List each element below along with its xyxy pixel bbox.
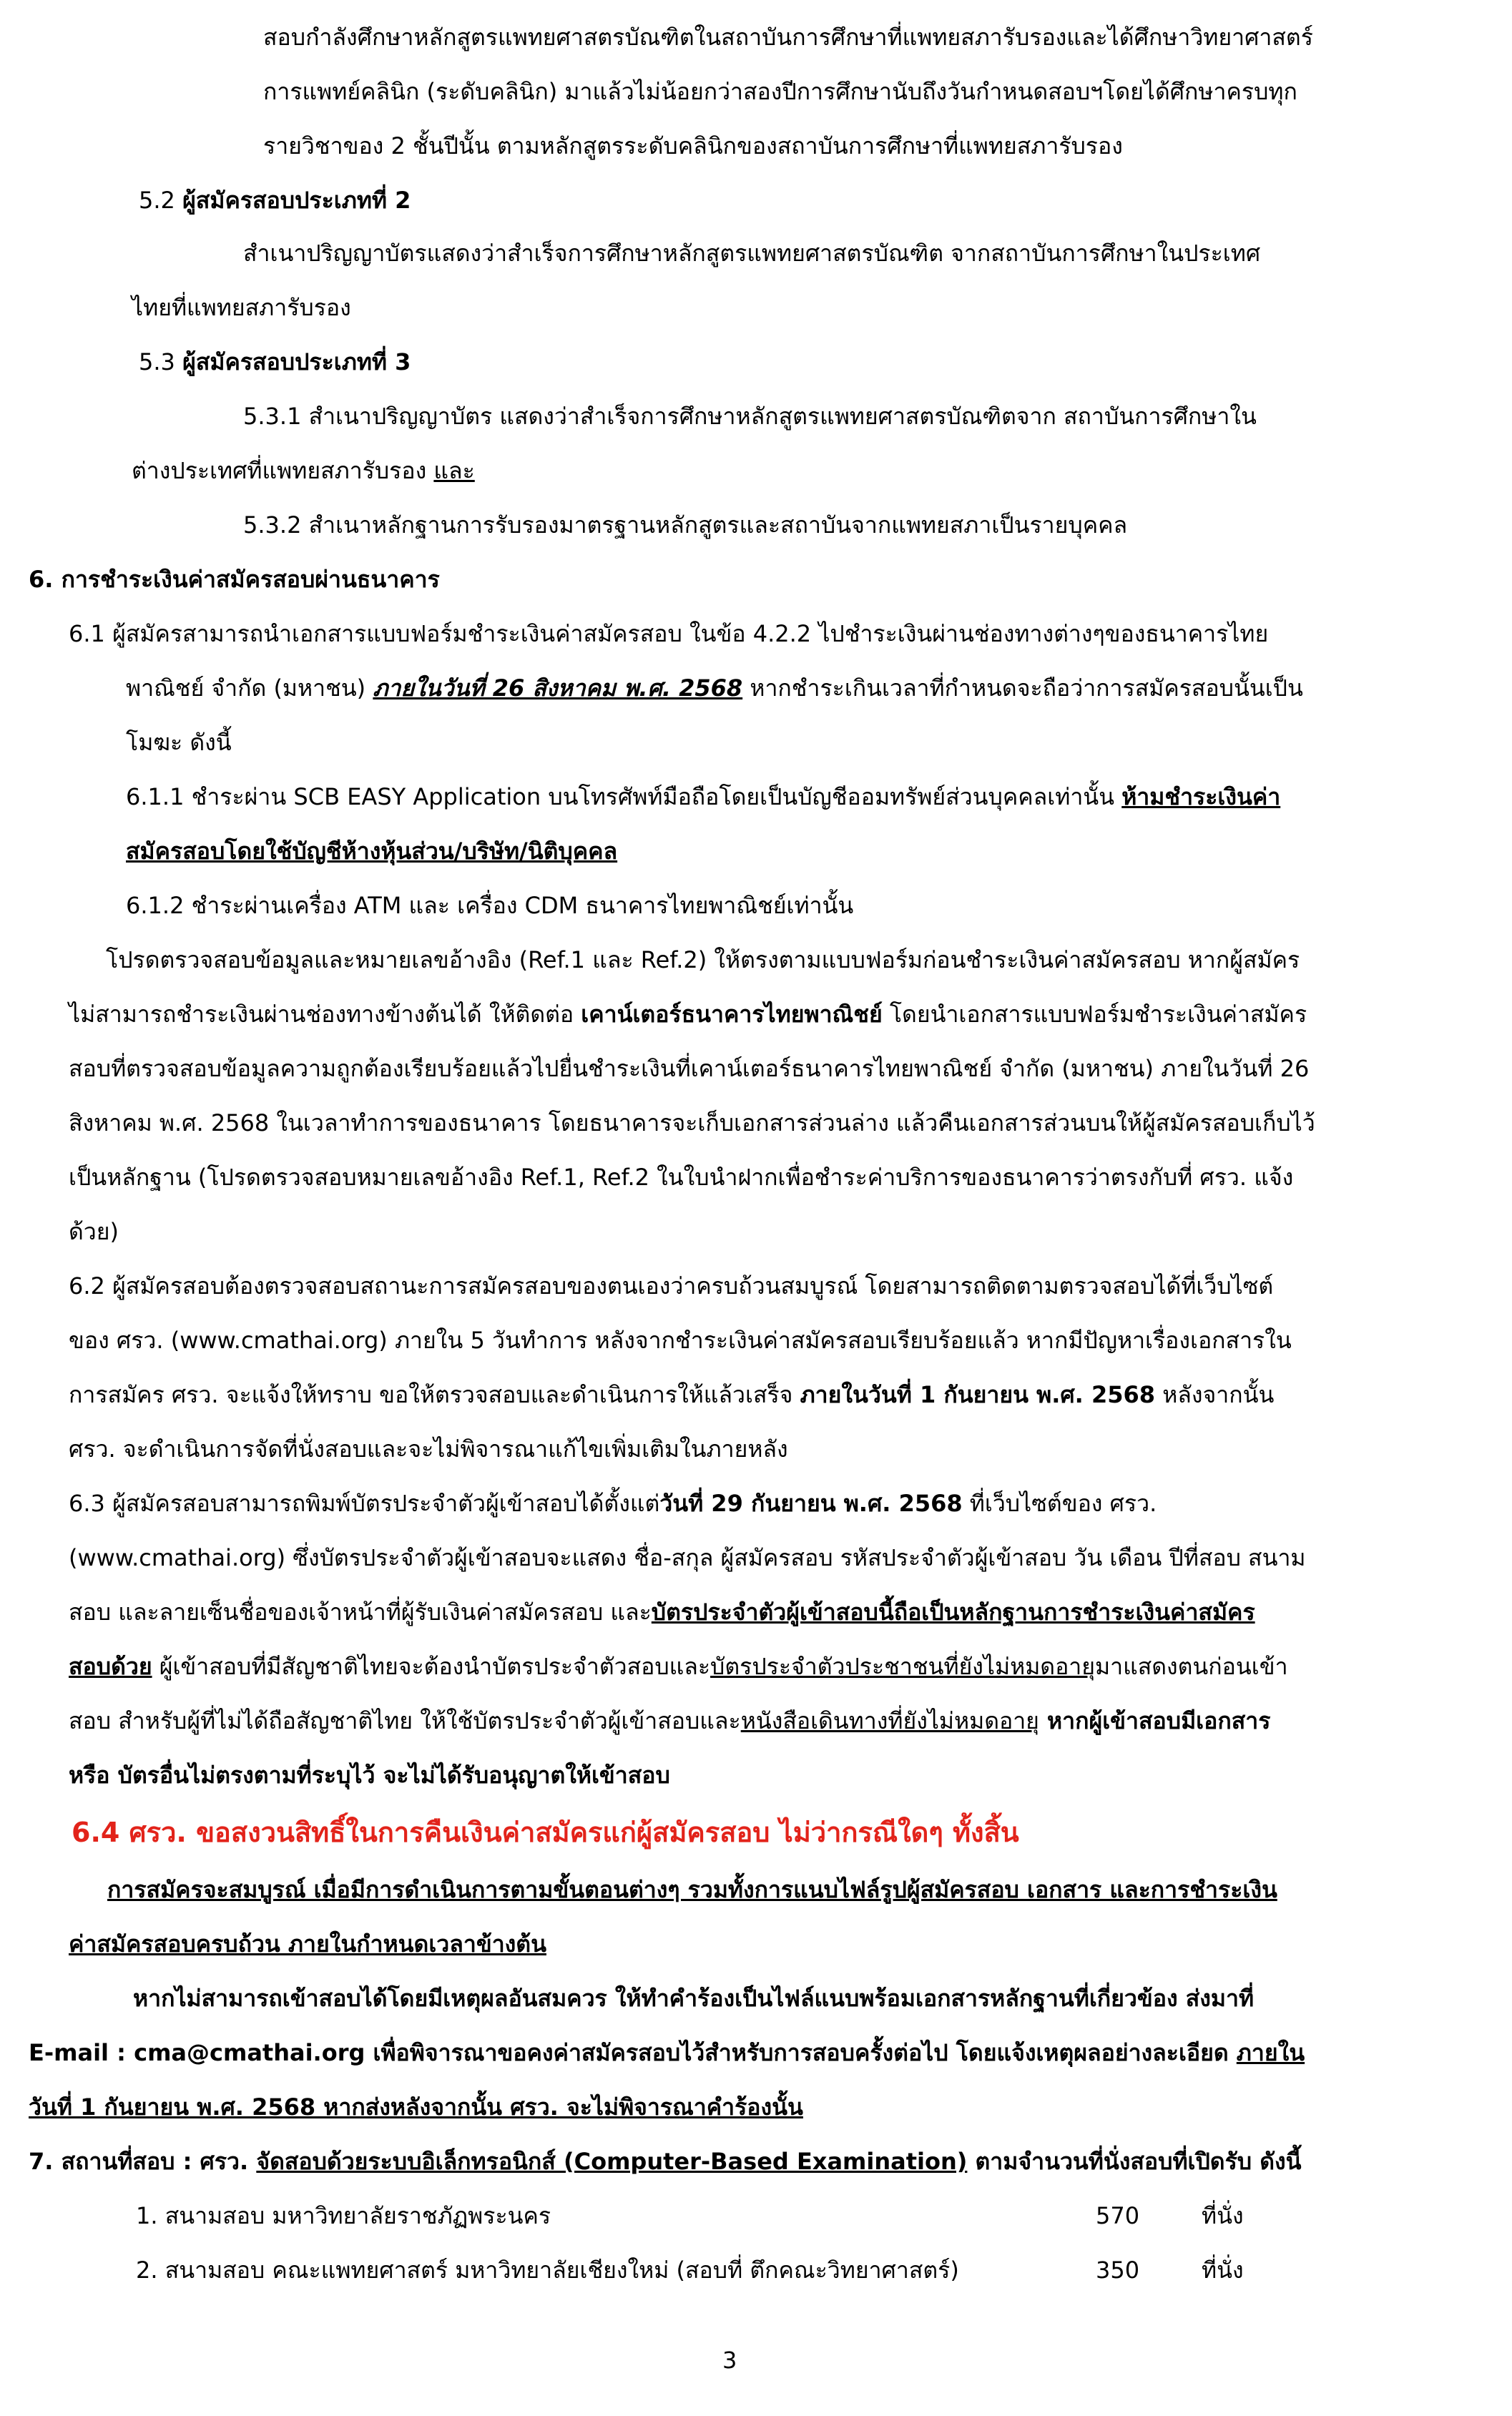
section-number: 5.3 [139, 348, 183, 375]
completion-note: ค่าสมัครสอบครบถ้วน ภายในกำหนดเวลาข้างต้น [69, 1930, 546, 1958]
venue-name: 2. สนามสอบ คณะแพทยศาสตร์ มหาวิทยาลัยเชียงใหม่ (สอบที่ ตึกคณะวิทยาศาสตร์) [136, 2257, 959, 2284]
text-run: ตามจำนวนที่นั่งสอบที่เปิดรับ ดังนี้ [967, 2148, 1302, 2175]
underlined-text: ภายใน [1236, 2039, 1305, 2066]
paragraph-line: ไทยที่แพทยสภารับรอง [132, 294, 351, 321]
paragraph-line: สิงหาคม พ.ศ. 2568 ในเวลาทำการของธนาคาร โดยธนาคารจะเก็บเอกสารส่วนล่าง แล้วคืนเอกสารส่วนบนให้ผู้สมัครสอบเก็บไว้ [69, 1109, 1315, 1136]
refund-notice: 6.4 ศรว. ขอสงวนสิทธิ์ในการคืนเงินค่าสมัครแก่ผู้สมัครสอบ ไม่ว่ากรณีใดๆ ทั้งสิ้น [72, 1817, 1019, 1848]
paragraph-line [69, 986, 1307, 1043]
text-run: การสมัคร ศรว. จะแจ้งให้ทราบ ขอให้ตรวจสอบและดำเนินการให้แล้วเสร็จ [69, 1381, 800, 1408]
text-run: ต่างประเทศที่แพทยสภารับรอง [132, 457, 434, 484]
text-run: ไม่สามารถชำระเงินผ่านช่องทางข้างต้นได้ ให้ติดต่อ [69, 1001, 581, 1028]
section-6-heading: 6. การชำระเงินค่าสมัครสอบผ่านธนาคาร [29, 566, 440, 593]
paragraph-line: 6.1.2 ชำระผ่านเครื่อง ATM และ เครื่อง CDM ธนาคารไทยพาณิชย์เท่านั้น [126, 892, 854, 919]
paragraph-line: การแพทย์คลินิก (ระดับคลินิก) มาแล้วไม่น้อยกว่าสองปีการศึกษานับถึงวันกำหนดสอบฯโดยได้ศึกษาครบทุก [263, 78, 1297, 105]
paragraph-line: 6.1 ผู้สมัครสามารถนำเอกสารแบบฟอร์มชำระเงินค่าสมัครสอบ ในข้อ 4.2.2 ไปชำระเงินผ่านช่องทางต่างๆของธนาคารไทย [69, 620, 1269, 647]
deadline-text: ภายในวันที่ 1 กันยายน พ.ศ. 2568 [800, 1381, 1156, 1408]
paragraph-line: 5.3.2 สำเนาหลักฐานการรับรองมาตรฐานหลักสูตรและสถาบันจากแพทยสภาเป็นรายบุคคล [243, 511, 1128, 539]
paragraph-line [126, 659, 1303, 717]
text-run: พาณิชย์ จำกัด (มหาชน) [126, 674, 373, 702]
paragraph-line: โมฆะ ดังนี้ [126, 729, 232, 756]
deadline-text: ภายในวันที่ 26 สิงหาคม พ.ศ. 2568 [373, 674, 743, 702]
underlined-text: จัดสอบด้วยระบบอิเล็กทรอนิกส์ (Computer-Based Examination) [256, 2148, 968, 2175]
venue-unit: ที่นั่ง [1202, 2257, 1244, 2284]
completion-note: การสมัครจะสมบูรณ์ เมื่อมีการดำเนินการตามขั้นตอนต่างๆ รวมทั้งการแนบไฟล์รูปผู้สมัครสอบ เอกสาร และการชำระเงิน [107, 1876, 1277, 1903]
venue-unit: ที่นั่ง [1202, 2202, 1244, 2229]
paragraph-line: สอบกำลังศึกษาหลักสูตรแพทยศาสตรบัณฑิตในสถาบันการศึกษาที่แพทยสภารับรองและได้ศึกษาวิทยาศาสตร์ [263, 24, 1313, 51]
warning-text: ห้ามชำระเงินค่า [1121, 783, 1281, 810]
paragraph-line: เป็นหลักฐาน (โปรดตรวจสอบหมายเลขอ้างอิง Ref.1, Ref.2 ในใบนำฝากเพื่อชำระค่าบริการของธนาคารว่าตรงกับที่ ศรว. แจ้ง [69, 1164, 1294, 1191]
bold-text: เคาน์เตอร์ธนาคารไทยพาณิชย์ [581, 1001, 883, 1028]
text-run: หลังจากนั้น [1155, 1381, 1275, 1408]
text-run: ที่เว็บไซต์ของ ศรว. [962, 1490, 1157, 1517]
section-title: ผู้สมัครสอบประเภทที่ 2 [182, 187, 411, 214]
paragraph-line [69, 1583, 1255, 1641]
text-run: 6.1.1 ชำระผ่าน SCB EASY Application บนโทรศัพท์มือถือโดยเป็นบัญชีออมทรัพย์ส่วนบุคคลเท่านั้น [126, 783, 1122, 810]
text-run: 7. สถานที่สอบ : ศรว. [29, 2148, 257, 2175]
text-run: มาแสดงตนก่อนเข้า [1095, 1653, 1288, 1680]
paragraph-line [69, 1638, 1288, 1695]
date-text: วันที่ 29 กันยายน พ.ศ. 2568 [659, 1490, 963, 1517]
paragraph-line: ของ ศรว. (www.cmathai.org) ภายใน 5 วันทำการ หลังจากชำระเงินค่าสมัครสอบเรียบร้อยแล้ว หากมีปัญหาเรื่องเอกสารใน [69, 1327, 1292, 1354]
warning-text: สมัครสอบโดยใช้บัญชีห้างหุ้นส่วน/บริษัท/นิติบุคคล [126, 838, 618, 865]
bold-text: หากผู้เข้าสอบมีเอกสาร [1039, 1707, 1271, 1734]
paragraph-line [126, 768, 1280, 825]
paragraph-line [132, 442, 475, 499]
important-text: บัตรประจำตัวผู้เข้าสอบนี้ถือเป็นหลักฐานการชำระเงินค่าสมัคร [651, 1599, 1255, 1626]
text-run: สอบ สำหรับผู้ที่ไม่ได้ถือสัญชาติไทย ให้ใช้บัตรประจำตัวผู้เข้าสอบและ [69, 1707, 741, 1734]
paragraph-line: โปรดตรวจสอบข้อมูลและหมายเลขอ้างอิง (Ref.1 และ Ref.2) ให้ตรงตามแบบฟอร์มก่อนชำระเงินค่าสมัครสอบ หากผู้สมัคร [106, 946, 1300, 973]
paragraph-line: รายวิชาของ 2 ชั้นปีนั้น ตามหลักสูตรระดับคลินิกของสถาบันการศึกษาที่แพทยสภารับรอง [263, 132, 1123, 159]
text-run: สอบ และลายเซ็นชื่อของเจ้าหน้าที่ผู้รับเงินค่าสมัครสอบ และ [69, 1599, 652, 1626]
paragraph-line: ศรว. จะดำเนินการจัดที่นั่งสอบและจะไม่พิจารณาแก้ไขเพิ่มเติมในภายหลัง [69, 1435, 788, 1463]
paragraph-line: หากไม่สามารถเข้าสอบได้โดยมีเหตุผลอันสมควร ให้ทำคำร้องเป็นไฟล์แนบพร้อมเอกสารหลักฐานที่เกี่ยวข้อง ส่งมาที่ [133, 1985, 1255, 2012]
paragraph-line: สำเนาปริญญาบัตรแสดงว่าสำเร็จการศึกษาหลักสูตรแพทยศาสตรบัณฑิต จากสถาบันการศึกษาในประเทศ [243, 240, 1261, 267]
deadline-text: วันที่ 1 กันยายน พ.ศ. 2568 หากส่งหลังจากนั้น ศรว. จะไม่พิจารณาคำร้องนั้น [29, 2093, 803, 2121]
paragraph-line [69, 1366, 1274, 1423]
venue-seats: 570 [1096, 2202, 1140, 2229]
text-run: หากชำระเกินเวลาที่กำหนดจะถือว่าการสมัครสอบนั้นเป็น [742, 674, 1303, 702]
paragraph-line: สอบที่ตรวจสอบข้อมูลความถูกต้องเรียบร้อยแล้วไปยื่นชำระเงินที่เคาน์เตอร์ธนาคารไทยพาณิชย์ จำกัด (มหาชน) ภายในวันที่ 26 [69, 1055, 1310, 1082]
section-5-3-heading [139, 333, 411, 391]
section-5-2-heading [139, 172, 411, 229]
underlined-text: บัตรประจำตัวประชาชนที่ยังไม่หมดอายุ [710, 1653, 1096, 1680]
paragraph-line [29, 2024, 1305, 2081]
text-run: โดยนำเอกสารแบบฟอร์มชำระเงินค่าสมัคร [882, 1001, 1307, 1028]
paragraph-line: ด้วย) [69, 1218, 119, 1245]
underlined-text: หนังสือเดินทางที่ยังไม่หมดอายุ [740, 1707, 1039, 1734]
page-number: 3 [722, 2347, 737, 2374]
venue-name: 1. สนามสอบ มหาวิทยาลัยราชภัฏพระนคร [136, 2202, 551, 2229]
section-title: ผู้สมัครสอบประเภทที่ 3 [182, 348, 411, 375]
paragraph-line: (www.cmathai.org) ซึ่งบัตรประจำตัวผู้เข้าสอบจะแสดง ชื่อ-สกุล ผู้สมัครสอบ รหัสประจำตัวผู้เข้าสอบ วัน เดือน ปีที่สอบ สนาม [69, 1544, 1306, 1571]
email-text: E-mail : cma@cmathai.org เพื่อพิจารณาขอคงค่าสมัครสอบไว้สำหรับการสอบครั้งต่อไป โดยแจ้งเหตุผลอย่างละเอียด [29, 2039, 1237, 2066]
important-text: สอบด้วย [69, 1653, 152, 1680]
text-run: ผู้เข้าสอบที่มีสัญชาติไทยจะต้องนำบัตรประจำตัวสอบและ [152, 1653, 711, 1680]
section-7-heading [29, 2133, 1302, 2190]
section-number: 5.2 [139, 187, 183, 214]
paragraph-line [69, 1475, 1157, 1532]
paragraph-line: 5.3.1 สำเนาปริญญาบัตร แสดงว่าสำเร็จการศึกษาหลักสูตรแพทยศาสตรบัณฑิตจาก สถาบันการศึกษาใน [243, 403, 1257, 430]
underlined-text: และ [433, 457, 475, 484]
paragraph-line [69, 1692, 1270, 1749]
venue-seats: 350 [1096, 2257, 1140, 2284]
text-run: 6.3 ผู้สมัครสอบสามารถพิมพ์บัตรประจำตัวผู้เข้าสอบได้ตั้งแต่ [69, 1490, 660, 1517]
paragraph-line: หรือ บัตรอื่นไม่ตรงตามที่ระบุไว้ จะไม่ได้รับอนุญาตให้เข้าสอบ [69, 1762, 670, 1789]
paragraph-line: 6.2 ผู้สมัครสอบต้องตรวจสอบสถานะการสมัครสอบของตนเองว่าครบถ้วนสมบูรณ์ โดยสามารถติดตามตรวจสอบได้ที่เว็บไซต์ [69, 1272, 1274, 1300]
